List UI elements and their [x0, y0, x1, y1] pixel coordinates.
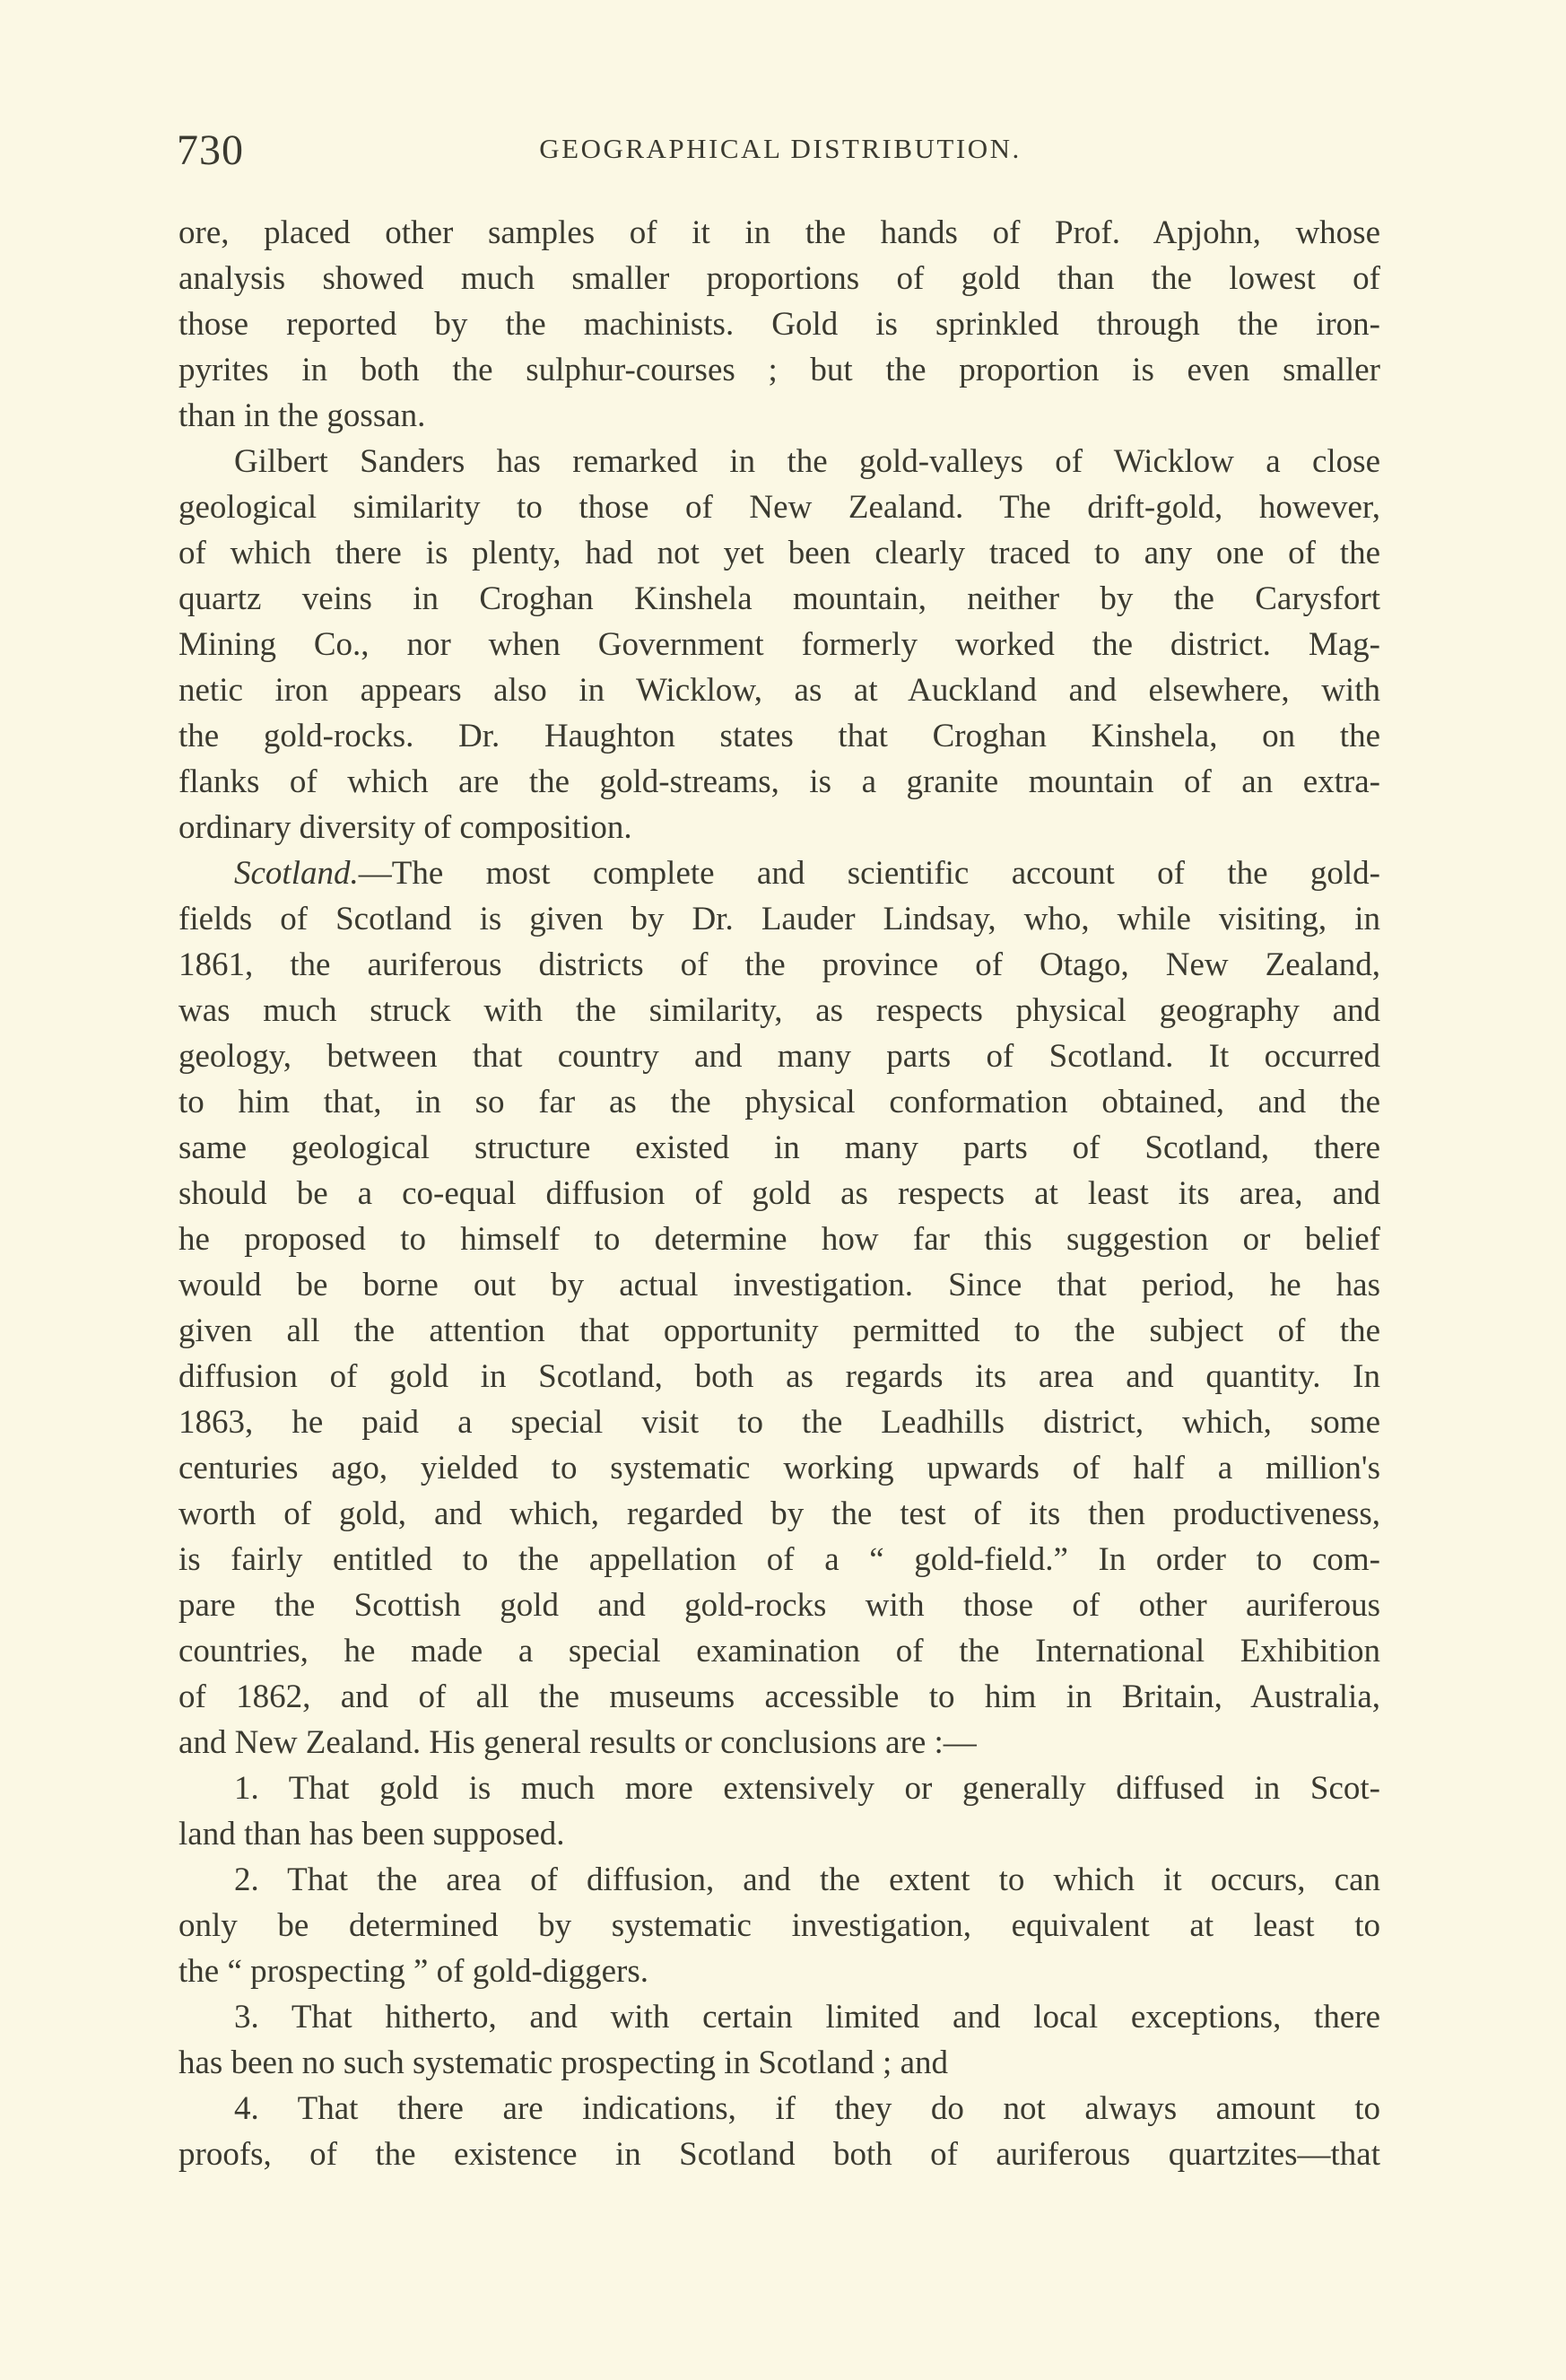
line-text: would be borne out by actual investigation. Since that period, he has [178, 1267, 1380, 1303]
text-line [178, 1354, 1380, 1399]
line-text: 2. That the area of diffusion, and the extent to which it occurs, can [234, 1861, 1380, 1898]
text-line [178, 301, 1380, 347]
text-line [178, 1994, 1380, 2040]
body-text [178, 210, 1380, 2177]
text-line [178, 713, 1380, 759]
line-text: only be determined by systematic investigation, equivalent at least to [178, 1907, 1380, 1944]
line-text: geology, between that country and many parts of Scotland. It occurred [178, 1038, 1380, 1075]
text-line [178, 2086, 1380, 2132]
paragraph [178, 850, 1380, 1765]
line-text: land than has been supposed. [178, 1816, 565, 1853]
text-line [178, 1216, 1380, 1262]
line-text: same geological structure existed in many parts of Scotland, there [178, 1129, 1380, 1166]
line-text: geological similarity to those of New Zealand. The drift-gold, however, [178, 489, 1380, 526]
text-line [178, 1308, 1380, 1354]
text-line [178, 1674, 1380, 1720]
line-text: those reported by the machinists. Gold is sprinkled through the iron- [178, 306, 1380, 343]
text-line [178, 1811, 1380, 1857]
line-text: is fairly entitled to the appellation of a “ gold-field.” In order to com- [178, 1541, 1380, 1578]
text-line [178, 850, 1380, 896]
line-text: 1861, the auriferous districts of the province of Otago, New Zealand, [178, 946, 1380, 983]
page-number: 730 [177, 126, 244, 174]
text-line [178, 1262, 1380, 1308]
text-line [178, 1628, 1380, 1674]
line-text: the gold-rocks. Dr. Haughton states that Croghan Kinshela, on the [178, 718, 1380, 754]
paragraph [178, 2086, 1380, 2177]
text-line [178, 1537, 1380, 1582]
text-line [178, 942, 1380, 988]
text-line [178, 256, 1380, 301]
text-line [178, 576, 1380, 622]
line-text: worth of gold, and which, regarded by the test of its then productiveness, [178, 1495, 1380, 1532]
line-text: pyrites in both the sulphur-courses ; but the proportion is even smaller [178, 352, 1380, 388]
line-text: 4. That there are indications, if they do not always amount to [234, 2090, 1380, 2127]
line-text: given all the attention that opportunity permitted to the subject of the [178, 1312, 1380, 1349]
line-text: —The most complete and scientific account of the gold- [358, 855, 1380, 892]
line-text: of which there is plenty, had not yet been clearly traced to any one of the [178, 535, 1380, 571]
text-line [178, 1765, 1380, 1811]
text-line [178, 1903, 1380, 1948]
text-line [178, 210, 1380, 256]
text-line [178, 1399, 1380, 1445]
paragraph [178, 1857, 1380, 1994]
paragraph [178, 1765, 1380, 1857]
text-line [178, 1033, 1380, 1079]
text-line [178, 1079, 1380, 1125]
line-text: proofs, of the existence in Scotland both of auriferous quartzites—that [178, 2136, 1380, 2173]
line-text: of 1862, and of all the museums accessible to him in Britain, Australia, [178, 1678, 1380, 1715]
line-text: centuries ago, yielded to systematic working upwards of half a million's [178, 1450, 1380, 1486]
line-text: quartz veins in Croghan Kinshela mountain, neither by the Carysfort [178, 580, 1380, 617]
text-line [178, 1171, 1380, 1216]
line-text: to him that, in so far as the physical conformation obtained, and the [178, 1084, 1380, 1120]
line-text: the “ prospecting ” of gold-diggers. [178, 1953, 649, 1990]
line-text: he proposed to himself to determine how far this suggestion or belief [178, 1221, 1380, 1258]
text-line [178, 1125, 1380, 1171]
text-line [178, 759, 1380, 805]
text-line [178, 484, 1380, 530]
text-line [178, 1445, 1380, 1491]
paragraph [178, 439, 1380, 850]
text-line [178, 347, 1380, 393]
text-line [178, 896, 1380, 942]
line-text: ordinary diversity of composition. [178, 809, 632, 846]
line-text: fields of Scotland is given by Dr. Lauder Lindsay, who, while visiting, in [178, 901, 1380, 937]
text-line [178, 622, 1380, 667]
line-text: 1. That gold is much more extensively or generally diffused in Scot- [234, 1770, 1380, 1807]
text-line [178, 2132, 1380, 2177]
text-line [178, 393, 1380, 439]
line-text: diffusion of gold in Scotland, both as regards its area and quantity. In [178, 1358, 1380, 1395]
text-line [178, 1491, 1380, 1537]
line-text: netic iron appears also in Wicklow, as at Auckland and elsewhere, with [178, 672, 1380, 709]
text-line [178, 1857, 1380, 1903]
text-line [178, 1582, 1380, 1628]
section-heading-italic: Scotland. [234, 855, 359, 892]
paragraph [178, 210, 1380, 439]
line-text: Mining Co., nor when Government formerly worked the district. Mag- [178, 626, 1380, 663]
paragraph [178, 1994, 1380, 2086]
line-text: should be a co-equal diffusion of gold as respects at least its area, and [178, 1175, 1380, 1212]
text-line [178, 1948, 1380, 1994]
text-line [178, 439, 1380, 484]
line-text: flanks of which are the gold-streams, is a granite mountain of an extra- [178, 763, 1380, 800]
line-text: has been no such systematic prospecting in Scotland ; and [178, 2044, 949, 2081]
line-text: 3. That hitherto, and with certain limited and local exceptions, there [234, 1999, 1380, 2036]
line-text: than in the gossan. [178, 397, 426, 434]
text-line [178, 530, 1380, 576]
text-line [178, 1720, 1380, 1765]
line-text: ore, placed other samples of it in the hands of Prof. Apjohn, whose [178, 214, 1380, 251]
text-line [178, 667, 1380, 713]
line-text: was much struck with the similarity, as respects physical geography and [178, 992, 1380, 1029]
line-text: Gilbert Sanders has remarked in the gold-valleys of Wicklow a close [234, 443, 1380, 480]
line-text: analysis showed much smaller proportions of gold than the lowest of [178, 260, 1380, 297]
line-text: pare the Scottish gold and gold-rocks with those of other auriferous [178, 1587, 1380, 1624]
text-line [178, 2040, 1380, 2086]
text-line [178, 805, 1380, 850]
running-title: GEOGRAPHICAL DISTRIBUTION. [539, 133, 1022, 164]
line-text: 1863, he paid a special visit to the Leadhills district, which, some [178, 1404, 1380, 1441]
line-text: countries, he made a special examination of the International Exhibition [178, 1633, 1380, 1669]
text-line [178, 988, 1380, 1033]
line-text: and New Zealand. His general results or conclusions are :— [178, 1724, 977, 1761]
